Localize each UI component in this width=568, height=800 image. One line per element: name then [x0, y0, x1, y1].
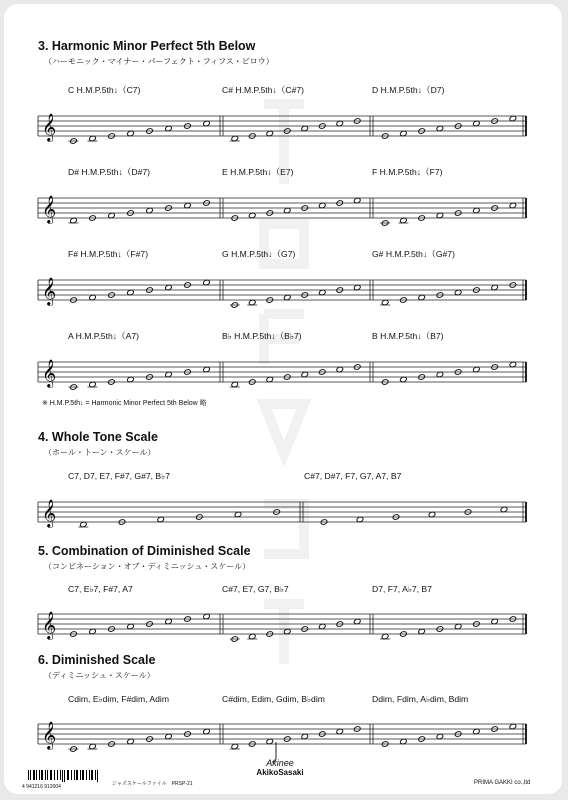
brand-logo [250, 742, 310, 792]
logo-line-1: Akinee [266, 758, 294, 768]
scale-label: C# H.M.P.5th↓（C#7) [222, 85, 304, 95]
music-staff [4, 352, 562, 392]
scale-label: F H.M.P.5th↓（F7) [372, 167, 443, 177]
logo-line-2: AkikoSasaki [256, 768, 304, 777]
scale-label: B H.M.P.5th↓（B7) [372, 331, 444, 341]
scale-label: C#dim, Edim, Gdim, B♭dim [222, 694, 325, 704]
scale-label: D7, F7, A♭7, B7 [372, 584, 432, 594]
section-subtitle-diminished: （ディミニッシュ・スケール） [44, 671, 155, 680]
music-staff [4, 604, 562, 644]
barcode-number: 4 941216 913004 [22, 784, 61, 790]
scale-label: E H.M.P.5th↓（E7) [222, 167, 294, 177]
treble-clef-icon: 𝄞 [42, 113, 57, 141]
treble-clef-icon: 𝄞 [42, 195, 57, 223]
publisher-name: PRIMA GAKKI co.,ltd [474, 780, 531, 786]
scale-label: A H.M.P.5th↓（A7) [68, 331, 140, 341]
scale-label: C#7, D#7, F7, G7, A7, B7 [304, 471, 402, 481]
treble-clef-icon: 𝄞 [42, 359, 57, 387]
section-subtitle-combination-diminished: （コンビネーション・オブ・ディミニッシュ・スケール） [44, 562, 251, 571]
music-staff [4, 492, 562, 532]
scale-label: D H.M.P.5th↓（D7) [372, 85, 445, 95]
sheet [4, 4, 562, 794]
scale-label: C H.M.P.5th↓（C7) [68, 85, 141, 95]
section-title-whole-tone: 4. Whole Tone Scale [38, 430, 158, 444]
scale-label: D# H.M.P.5th↓（D#7) [68, 167, 150, 177]
treble-clef-icon: 𝄞 [42, 277, 57, 305]
section-title-harmonic-minor: 3. Harmonic Minor Perfect 5th Below [38, 39, 256, 53]
music-staff [4, 270, 562, 310]
barcode [24, 770, 102, 784]
scale-label: F# H.M.P.5th↓（F#7) [68, 249, 149, 259]
treble-clef-icon: 𝄞 [42, 721, 57, 749]
music-staff [4, 188, 562, 228]
treble-clef-icon: 𝄞 [42, 611, 57, 639]
section-title-diminished: 6. Diminished Scale [38, 653, 156, 667]
music-staff [4, 106, 562, 146]
section-subtitle-harmonic-minor: （ハーモニック・マイナー・パーフェクト・フィフス・ビロウ） [44, 57, 274, 66]
series-code: ジャズスケールファイル PRSP-21 [112, 781, 193, 787]
scale-label: Cdim, E♭dim, F#dim, Adim [68, 694, 169, 704]
scale-label: G# H.M.P.5th↓（G#7) [372, 249, 455, 259]
scale-label: B♭ H.M.P.5th↓（B♭7) [222, 331, 302, 341]
scale-label: C7, E♭7, F#7, A7 [68, 584, 133, 594]
logo-mark-icon [266, 742, 286, 764]
section-title-combination-diminished: 5. Combination of Diminished Scale [38, 544, 251, 558]
section-subtitle-whole-tone: （ホール・トーン・スケール） [44, 448, 156, 457]
scale-label: C7, D7, E7, F#7, G#7, B♭7 [68, 471, 170, 481]
scale-label: G H.M.P.5th↓（G7) [222, 249, 296, 259]
abbreviation-note: ※ H.M.P.5th↓ = Harmonic Minor Perfect 5th Below 略 [42, 400, 207, 407]
treble-clef-icon: 𝄞 [42, 499, 57, 527]
scale-label: Ddim, Fdim, A♭dim, Bdim [372, 694, 469, 704]
scale-label: C#7, E7, G7, B♭7 [222, 584, 289, 594]
